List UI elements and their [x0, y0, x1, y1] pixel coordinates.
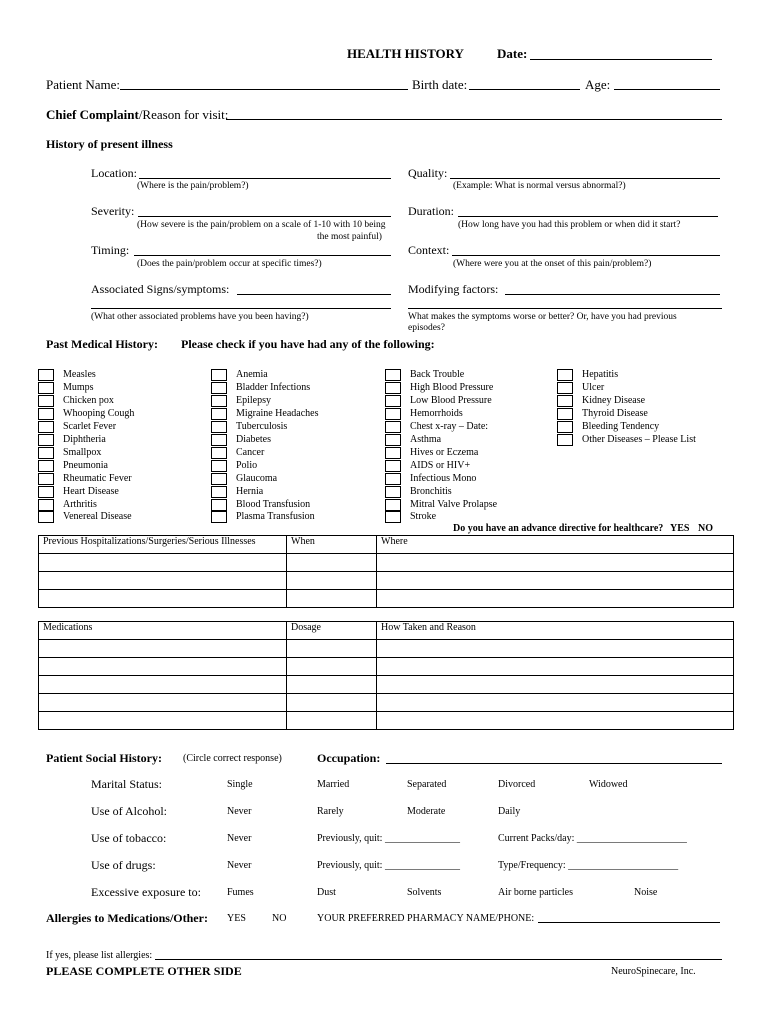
condition-checkbox[interactable] — [211, 369, 227, 381]
table-header-row — [39, 536, 734, 554]
condition-checkbox[interactable] — [211, 473, 227, 485]
condition-checkbox[interactable] — [38, 382, 54, 394]
condition-checkbox[interactable] — [38, 369, 54, 381]
condition-checkbox[interactable] — [38, 447, 54, 459]
condition-label: Bladder Infections — [236, 381, 311, 393]
medications-table — [38, 621, 734, 730]
condition-label: Mumps — [63, 381, 94, 393]
condition-label: Smallpox — [63, 446, 102, 458]
condition-label: Glaucoma — [236, 472, 278, 484]
condition-label: Hemorrhoids — [410, 407, 463, 419]
condition-checkbox[interactable] — [38, 421, 54, 433]
table-cell[interactable] — [287, 554, 377, 572]
table-cell[interactable] — [377, 658, 734, 676]
social-option[interactable]: Fumes — [227, 887, 254, 898]
social-option[interactable]: Divorced — [498, 779, 536, 790]
modifying-label: Modifying factors: — [408, 282, 499, 296]
modifying-hint-2: episodes? — [408, 323, 445, 333]
condition-label: Bleeding Tendency — [582, 420, 660, 432]
condition-label: Arthritis — [63, 498, 97, 510]
condition-checkbox[interactable] — [211, 434, 227, 446]
quality-label: Quality: — [408, 166, 448, 180]
condition-label: Pneumonia — [63, 459, 108, 471]
social-option[interactable]: Never — [227, 860, 252, 871]
condition-checkbox[interactable] — [385, 382, 401, 394]
condition-label: Kidney Disease — [582, 394, 646, 406]
condition-label: Venereal Disease — [63, 511, 132, 523]
table-cell[interactable] — [39, 590, 287, 608]
location-hint: (Where is the pain/problem?) — [137, 181, 249, 191]
condition-label: Whooping Cough — [63, 407, 135, 419]
table-cell[interactable] — [39, 640, 287, 658]
condition-label: AIDS or HIV+ — [410, 459, 471, 471]
social-history-hint: (Circle correct response) — [183, 753, 282, 764]
table-header-cell: Where — [377, 536, 734, 554]
condition-checkbox[interactable] — [557, 382, 573, 394]
social-option[interactable]: Daily — [498, 806, 521, 817]
occupation-label: Occupation: — [317, 751, 381, 765]
duration-field[interactable] — [458, 216, 718, 217]
table-cell[interactable] — [377, 694, 734, 712]
table-cell[interactable] — [287, 590, 377, 608]
timing-field[interactable] — [134, 255, 391, 256]
condition-label: Blood Transfusion — [236, 498, 311, 510]
condition-checkbox[interactable] — [385, 499, 401, 511]
advance-directive-question: Do you have an advance directive for healthcare? — [453, 523, 664, 534]
condition-checkbox[interactable] — [38, 434, 54, 446]
birth-date-label: Birth date: — [412, 77, 468, 92]
footer-instruction: PLEASE COMPLETE OTHER SIDE — [46, 964, 242, 978]
condition-checkbox[interactable] — [385, 434, 401, 446]
occupation-field[interactable] — [386, 763, 722, 764]
company-name: NeuroSpinecare, Inc. — [611, 966, 696, 977]
location-label: Location: — [91, 166, 137, 180]
table-cell[interactable] — [377, 676, 734, 694]
duration-hint: (How long have you had this problem or when did it start? — [458, 220, 681, 230]
allergies-label: Allergies to Medications/Other: — [46, 911, 208, 925]
allergies-no-option[interactable]: NO — [272, 913, 287, 924]
table-cell[interactable] — [287, 640, 377, 658]
table-header-row — [39, 622, 734, 640]
table-cell[interactable] — [377, 590, 734, 608]
allergy-list-field[interactable] — [155, 959, 722, 960]
associated-field[interactable] — [237, 294, 391, 295]
social-option[interactable]: Never — [227, 833, 252, 844]
age-label: Age: — [585, 77, 611, 92]
condition-label: High Blood Pressure — [410, 381, 494, 393]
table-cell[interactable] — [39, 658, 287, 676]
social-option[interactable]: Married — [317, 779, 350, 790]
context-field[interactable] — [452, 255, 720, 256]
allergies-yes-option[interactable]: YES — [227, 913, 246, 924]
social-option[interactable]: Solvents — [407, 887, 442, 898]
table-cell[interactable] — [39, 694, 287, 712]
page-title: HEALTH HISTORY — [347, 46, 464, 61]
social-option[interactable]: Moderate — [407, 806, 446, 817]
patient-name-label: Patient Name: — [46, 77, 121, 92]
pmh-label: Past Medical History: — [46, 337, 158, 351]
social-history-label: Patient Social History: — [46, 751, 162, 765]
severity-field[interactable] — [138, 216, 391, 217]
condition-checkbox[interactable] — [38, 395, 54, 407]
condition-label: Ulcer — [582, 381, 605, 393]
condition-label: Cancer — [236, 446, 265, 458]
social-option[interactable]: Separated — [407, 779, 447, 790]
condition-checkbox[interactable] — [38, 511, 54, 523]
pmh-instruction: Please check if you have had any of the following: — [181, 337, 435, 351]
social-option[interactable]: Type/Frequency: ______________________ — [498, 860, 679, 871]
social-option[interactable]: Noise — [634, 887, 658, 898]
social-row-label: Use of Alcohol: — [91, 804, 167, 818]
condition-label: Hepatitis — [582, 369, 619, 380]
advance-yes-option[interactable]: YES — [670, 523, 690, 534]
condition-label: Chicken pox — [63, 394, 114, 406]
pharmacy-label: YOUR PREFERRED PHARMACY NAME/PHONE: — [317, 913, 535, 924]
condition-checkbox[interactable] — [385, 486, 401, 498]
condition-checkbox[interactable] — [211, 382, 227, 394]
condition-checkbox[interactable] — [385, 408, 401, 420]
table-cell[interactable] — [377, 554, 734, 572]
condition-checkbox[interactable] — [38, 460, 54, 472]
quality-field[interactable] — [450, 178, 720, 179]
condition-label: Hernia — [236, 485, 264, 497]
table-cell[interactable] — [287, 676, 377, 694]
condition-checkbox[interactable] — [38, 486, 54, 498]
condition-label: Other Diseases – Please List — [582, 433, 696, 445]
social-option[interactable]: Rarely — [317, 806, 344, 817]
modifying-field[interactable] — [505, 294, 720, 295]
table-header-cell: When — [287, 536, 377, 554]
chief-complaint-field[interactable] — [226, 119, 722, 120]
social-option[interactable]: Previously, quit: _______________ — [317, 833, 460, 844]
timing-hint: (Does the pain/problem occur at specific times?) — [137, 259, 322, 269]
hpi-heading: History of present illness — [46, 137, 173, 151]
condition-checkbox[interactable] — [557, 369, 573, 381]
condition-label: Bronchitis — [410, 485, 452, 497]
condition-checkbox[interactable] — [38, 473, 54, 485]
social-row-label: Use of tobacco: — [91, 831, 167, 845]
condition-checkbox[interactable] — [211, 421, 227, 433]
social-option[interactable]: Dust — [317, 887, 336, 898]
condition-label: Migraine Headaches — [236, 407, 319, 419]
duration-label: Duration: — [408, 204, 454, 218]
associated-label: Associated Signs/symptoms: — [91, 282, 230, 296]
condition-checkbox[interactable] — [211, 460, 227, 472]
table-cell[interactable] — [287, 572, 377, 590]
condition-label: Diabetes — [236, 433, 271, 445]
allergy-list-label: If yes, please list allergies: — [46, 950, 153, 961]
modifying-hint: What makes the symptoms worse or better? Or, have you had previous — [408, 312, 677, 322]
condition-label: Asthma — [410, 433, 442, 445]
condition-label: Low Blood Pressure — [410, 394, 492, 406]
social-row-label: Use of drugs: — [91, 858, 156, 872]
condition-label: Tuberculosis — [236, 420, 288, 432]
modifying-field-2[interactable] — [408, 308, 722, 309]
associated-hint: (What other associated problems have you been having?) — [91, 312, 309, 322]
condition-label: Heart Disease — [63, 485, 119, 497]
quality-hint: (Example: What is normal versus abnormal?) — [453, 181, 626, 191]
social-option[interactable]: Previously, quit: _______________ — [317, 860, 460, 871]
table-cell[interactable] — [287, 694, 377, 712]
table-cell[interactable] — [287, 712, 377, 730]
condition-label: Mitral Valve Prolapse — [410, 498, 498, 510]
table-row[interactable] — [39, 640, 734, 658]
condition-label: Thyroid Disease — [582, 407, 648, 419]
condition-checkbox[interactable] — [557, 434, 573, 446]
condition-checkbox[interactable] — [557, 395, 573, 407]
table-cell[interactable] — [377, 640, 734, 658]
condition-checkbox[interactable] — [385, 369, 401, 381]
condition-label: Back Trouble — [410, 369, 465, 380]
condition-checkbox[interactable] — [385, 395, 401, 407]
condition-label: Diphtheria — [63, 433, 106, 445]
condition-checkbox[interactable] — [211, 447, 227, 459]
table-header-cell: Dosage — [287, 622, 377, 640]
condition-label: Chest x-ray – Date: — [410, 420, 489, 432]
table-row[interactable] — [39, 676, 734, 694]
condition-checkbox[interactable] — [557, 408, 573, 420]
table-cell[interactable] — [39, 712, 287, 730]
severity-hint: (How severe is the pain/problem on a scale of 1-10 with 10 being — [137, 220, 386, 230]
condition-label: Anemia — [236, 369, 268, 380]
social-option[interactable]: Air borne particles — [498, 887, 573, 898]
severity-hint-2: the most painful) — [317, 232, 382, 242]
condition-label: Stroke — [410, 511, 437, 523]
age-field[interactable] — [614, 89, 720, 90]
table-row[interactable] — [39, 694, 734, 712]
table-cell[interactable] — [287, 658, 377, 676]
condition-checkbox[interactable] — [385, 473, 401, 485]
table-cell[interactable] — [377, 712, 734, 730]
condition-label: Hives or Eczema — [410, 446, 479, 458]
social-option[interactable]: Single — [227, 779, 253, 790]
condition-checkbox[interactable] — [385, 447, 401, 459]
social-option[interactable]: Never — [227, 806, 252, 817]
condition-checkbox[interactable] — [211, 511, 227, 523]
condition-label: Infectious Mono — [410, 472, 477, 484]
patient-name-field[interactable] — [120, 89, 408, 90]
pharmacy-field[interactable] — [538, 922, 720, 923]
condition-label: Scarlet Fever — [63, 420, 117, 432]
severity-label: Severity: — [91, 204, 135, 218]
table-row[interactable] — [39, 572, 734, 590]
table-cell[interactable] — [39, 572, 287, 590]
table-header-cell: How Taken and Reason — [377, 622, 734, 640]
date-label: Date: — [497, 46, 528, 61]
hospitalizations-table — [38, 535, 734, 608]
table-row[interactable] — [39, 590, 734, 608]
location-field[interactable] — [139, 178, 391, 179]
table-header-cell: Medications — [39, 622, 287, 640]
social-option[interactable]: Widowed — [589, 779, 628, 790]
condition-checkbox[interactable] — [385, 460, 401, 472]
condition-checkbox[interactable] — [38, 408, 54, 420]
social-option[interactable]: Current Packs/day: ______________________ — [498, 833, 687, 844]
social-row-label: Excessive exposure to: — [91, 885, 201, 899]
social-row-label: Marital Status: — [91, 777, 162, 791]
condition-checkbox[interactable] — [211, 395, 227, 407]
condition-checkbox[interactable] — [557, 421, 573, 433]
timing-label: Timing: — [91, 243, 130, 257]
condition-checkbox[interactable] — [385, 511, 401, 523]
table-cell[interactable] — [39, 554, 287, 572]
chief-complaint-label: Chief Complaint/Reason for visit: — [46, 107, 229, 122]
context-hint: (Where were you at the onset of this pain/problem?) — [453, 259, 652, 269]
table-cell[interactable] — [377, 572, 734, 590]
table-cell[interactable] — [39, 676, 287, 694]
table-header-cell: Previous Hospitalizations/Surgeries/Serious Illnesses — [39, 536, 287, 554]
condition-label: Epilepsy — [236, 394, 271, 406]
condition-checkbox[interactable] — [211, 499, 227, 511]
associated-field-2[interactable] — [91, 308, 391, 309]
table-row[interactable] — [39, 712, 734, 730]
birth-date-field[interactable] — [469, 89, 580, 90]
date-field[interactable] — [530, 59, 712, 60]
context-label: Context: — [408, 243, 450, 257]
condition-checkbox[interactable] — [38, 499, 54, 511]
condition-label: Plasma Transfusion — [236, 511, 315, 523]
condition-label: Polio — [236, 459, 258, 471]
condition-checkbox[interactable] — [385, 421, 401, 433]
table-row[interactable] — [39, 658, 734, 676]
condition-checkbox[interactable] — [211, 486, 227, 498]
table-row[interactable] — [39, 554, 734, 572]
condition-checkbox[interactable] — [211, 408, 227, 420]
condition-label: Measles — [63, 369, 96, 380]
advance-no-option[interactable]: NO — [698, 523, 713, 534]
condition-label: Rheumatic Fever — [63, 472, 132, 484]
